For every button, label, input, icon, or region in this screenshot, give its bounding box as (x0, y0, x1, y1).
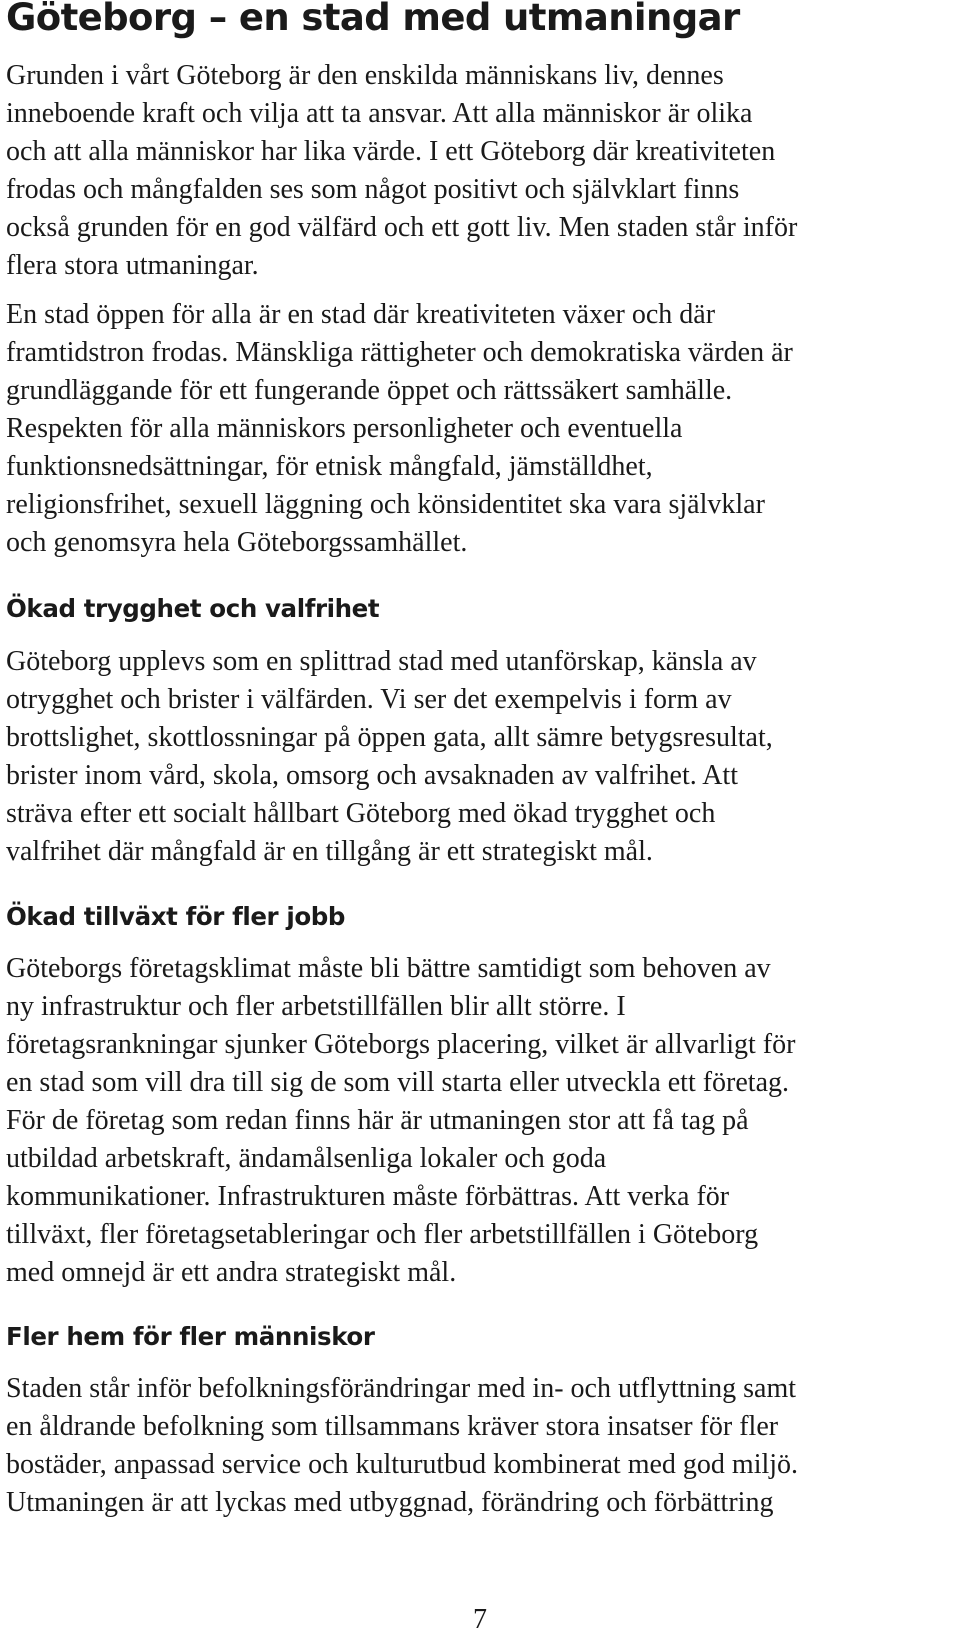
text-line: valfrihet där mångfald är en tillgång är ett strategiskt mål. (6, 836, 653, 867)
text-line: otrygghet och brister i välfärden. Vi ser det exempelvis i form av (6, 684, 732, 715)
text-line: kommunikationer. Infrastrukturen måste förbättras. Att verka för (6, 1181, 730, 1212)
text-line: Utmaningen är att lyckas med utbyggnad, förändring och förbättring (6, 1487, 774, 1518)
section-paragraph-trygghet (6, 643, 958, 871)
text-line: grundläggande för ett fungerande öppet och rättssäkert samhälle. (6, 375, 733, 406)
section-heading-tillvaxt: Ökad tillväxt för fler jobb (6, 902, 346, 931)
text-line: funktionsnedsättningar, för etnisk mångfald, jämställdhet, (6, 451, 653, 482)
text-line: Respekten för alla människors personligheter och eventuella (6, 413, 683, 444)
text-line: en åldrande befolkning som tillsammans kräver stora insatser för fler (6, 1411, 779, 1442)
text-line: med omnejd är ett andra strategiskt mål. (6, 1257, 457, 1288)
text-line: För de företag som redan finns här är utmaningen stor att få tag på (6, 1105, 749, 1136)
intro-paragraph-1 (6, 57, 958, 285)
section-paragraph-tillvaxt (6, 950, 958, 1292)
text-line: och att alla människor har lika värde. I ett Göteborg där kreativiteten (6, 136, 776, 167)
page-title: Göteborg – en stad med utmaningar (6, 0, 740, 39)
text-line: flera stora utmaningar. (6, 250, 259, 281)
section-heading-trygghet: Ökad trygghet och valfrihet (6, 594, 380, 623)
text-line: frodas och mångfalden ses som något positivt och självklart finns (6, 174, 740, 205)
text-line: brottslighet, skottlossningar på öppen gata, allt sämre betygsresultat, (6, 722, 773, 753)
text-line: företagsrankningar sjunker Göteborgs placering, vilket är allvarligt för (6, 1029, 796, 1060)
section-heading-bostader: Fler hem för fler människor (6, 1322, 375, 1351)
text-line: Göteborg upplevs som en splittrad stad med utanförskap, känsla av (6, 646, 757, 677)
text-line: brister inom vård, skola, omsorg och avsaknaden av valfrihet. Att (6, 760, 738, 791)
text-line: inneboende kraft och vilja att ta ansvar. Att alla människor är olika (6, 98, 753, 129)
text-line: sträva efter ett socialt hållbart Göteborg med ökad trygghet och (6, 798, 716, 829)
section-paragraph-bostader (6, 1370, 958, 1522)
intro-paragraph-2 (6, 296, 958, 562)
page-number: 7 (473, 1604, 487, 1635)
text-line: utbildad arbetskraft, ändamålsenliga lokaler och goda (6, 1143, 607, 1174)
text-line: religionsfrihet, sexuell läggning och könsidentitet ska vara självklar (6, 489, 765, 520)
text-line: Staden står inför befolkningsförändringar med in- och utflyttning samt (6, 1373, 797, 1404)
text-line: En stad öppen för alla är en stad där kreativiteten växer och där (6, 299, 716, 330)
text-line: också grunden för en god välfärd och ett gott liv. Men staden står inför (6, 212, 798, 243)
text-line: Grunden i vårt Göteborg är den enskilda människans liv, dennes (6, 60, 724, 91)
text-line: bostäder, anpassad service och kulturutbud kombinerat med god miljö. (6, 1449, 799, 1480)
text-line: framtidstron frodas. Mänskliga rättigheter och demokratiska värden är (6, 337, 793, 368)
text-line: och genomsyra hela Göteborgssamhället. (6, 527, 468, 558)
text-line: Göteborgs företagsklimat måste bli bättre samtidigt som behoven av (6, 953, 771, 984)
text-line: ny infrastruktur och fler arbetstillfällen blir allt större. I (6, 991, 626, 1022)
text-line: tillväxt, fler företagsetableringar och fler arbetstillfällen i Göteborg (6, 1219, 759, 1250)
text-line: en stad som vill dra till sig de som vill starta eller utveckla ett företag. (6, 1067, 790, 1098)
